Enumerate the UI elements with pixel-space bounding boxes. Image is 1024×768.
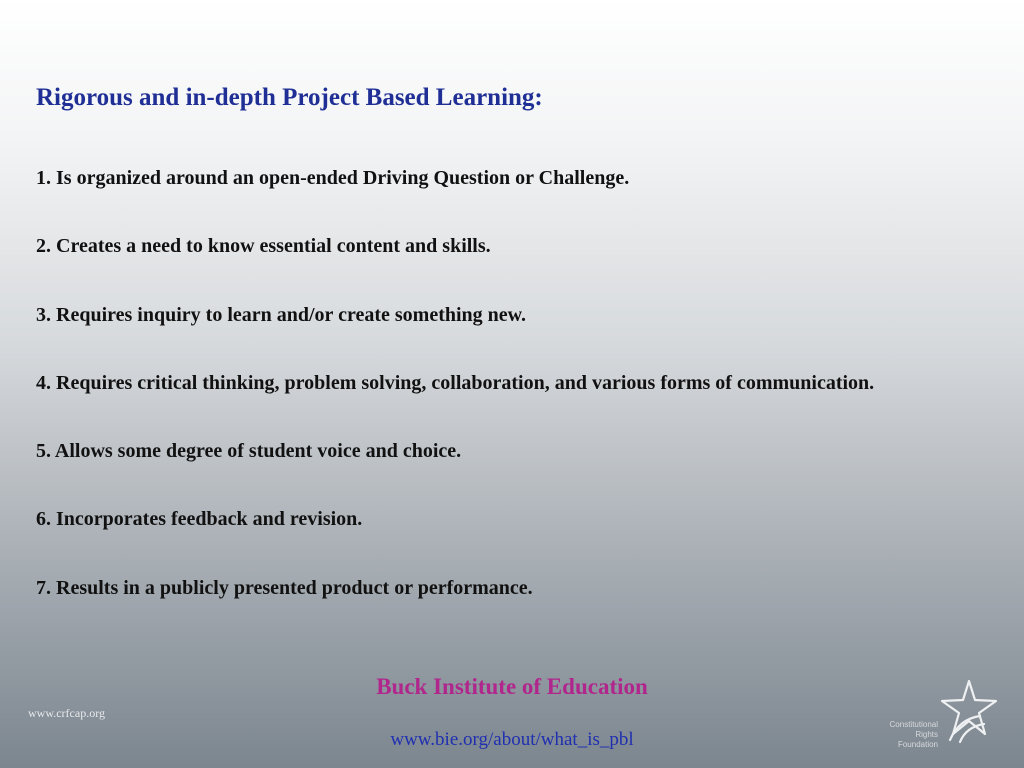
logo-text-line: Foundation	[897, 740, 938, 749]
list-item: 6. Incorporates feedback and revision.	[36, 508, 363, 531]
star-swirl-icon	[938, 678, 1000, 744]
criteria-list	[36, 163, 874, 641]
list-item: 7. Results in a publicly presented product or performance.	[36, 576, 533, 599]
slide-heading: Rigorous and in-depth Project Based Learning:	[36, 84, 543, 111]
source-link[interactable]: www.bie.org/about/what_is_pbl	[390, 729, 634, 750]
source-credit: Buck Institute of Education	[376, 674, 648, 699]
list-item: 5. Allows some degree of student voice and choice.	[36, 440, 462, 463]
logo-text-line: Constitutional	[889, 720, 938, 729]
list-item: 4. Requires critical thinking, problem solving, collaboration, and various forms of communication.	[36, 371, 875, 394]
list-item: 3. Requires inquiry to learn and/or create something new.	[36, 303, 526, 326]
logo-text-line: Rights	[915, 730, 938, 739]
organization-logo	[868, 678, 1000, 758]
site-url-link[interactable]: www.crfcap.org	[28, 706, 105, 720]
list-item: 1. Is organized around an open-ended Driving Question or Challenge.	[36, 167, 630, 189]
logo-wordmark	[868, 720, 938, 750]
list-item: 2. Creates a need to know essential content and skills.	[36, 235, 491, 258]
